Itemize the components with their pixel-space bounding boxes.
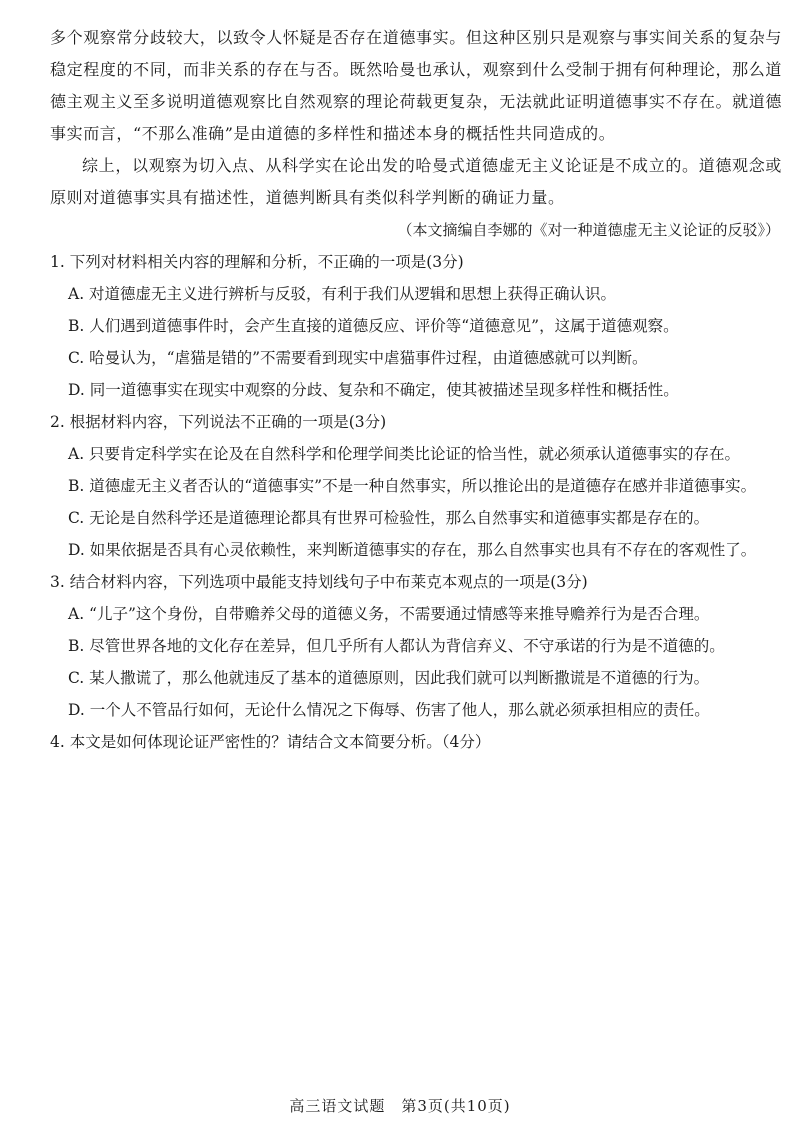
option-d: D. 同一道德事实在现实中观察的分歧、复杂和不确定，使其被描述呈现多样性和概括性。 — [68, 381, 679, 399]
option-b: B. 人们遇到道德事件时，会产生直接的道德反应、评价等“道德意见”，这属于道德观察。 — [68, 317, 679, 335]
option-c: C. 无论是自然科学还是道德理论都具有世界可检验性，那么自然事实和道德事实都是存在的。 — [68, 509, 710, 527]
question-stem: 3. 结合材料内容，下列选项中最能支持划线句子中布莱克本观点的一项是(3分) — [50, 573, 588, 591]
passage-citation: （本文摘编自李娜的《对一种道德虚无主义论证的反驳》） — [397, 221, 780, 239]
option-c: C. 哈曼认为，“虐猫是错的”不需要看到现实中虐猫事件过程，由道德感就可以判断。 — [68, 349, 648, 367]
question-stem: 2. 根据材料内容，下列说法不正确的一项是(3分) — [50, 413, 387, 431]
question-stem: 1. 下列对材料相关内容的理解和分析，不正确的一项是(3分) — [50, 253, 464, 271]
question-2 — [50, 406, 782, 566]
passage-paragraph-1: 多个观察常分歧较大，以致令人怀疑是否存在道德事实。但这种区别只是观察与事实间关系的复杂与稳定程度的不同，而非关系的存在与否。既然哈曼也承认，观察到什么受制于拥有何种理论，那么道德主观主义至多说明道德观察比自然观察的理论荷载更复杂，无法就此证明道德事实不存在。就道德事实而言，“不那么准确”是由道德的多样性和描述本身的概括性共同造成的。 — [50, 28, 782, 143]
page-footer: 高三语文试题 第3页(共10页) — [289, 1097, 511, 1115]
passage-paragraph-2: 综上，以观察为切入点、从科学实在论出发的哈曼式道德虚无主义论证是不成立的。道德观念或原则对道德事实具有描述性，道德判断具有类似科学判断的确证力量。 — [50, 156, 782, 207]
option-a: A. 只要肯定科学实在论及在自然科学和伦理学间类比论证的恰当性，就必须承认道德事实的存在。 — [68, 445, 741, 463]
option-b: B. 道德虚无主义者否认的“道德事实”不是一种自然事实，所以推论出的是道德存在感并非道德事实。 — [68, 477, 757, 495]
question-3 — [50, 566, 782, 726]
option-d: D. 如果依据是否具有心灵依赖性，来判断道德事实的存在，那么自然事实也具有不存在的客观性了。 — [68, 541, 757, 559]
option-a: A. “儿子”这个身份，自带赡养父母的道德义务，不需要通过情感等来推导赡养行为是否合理。 — [68, 605, 710, 623]
question-1 — [50, 246, 782, 406]
question-4 — [50, 726, 782, 758]
option-b: B. 尽管世界各地的文化存在差异，但几乎所有人都认为背信弃义、不守承诺的行为是不道德的。 — [68, 637, 725, 655]
question-stem: 4. 本文是如何体现论证严密性的？请结合文本简要分析。（4分） — [50, 733, 491, 751]
option-d: D. 一个人不管品行如何，无论什么情况之下侮辱、伤害了他人，那么就必须承担相应的责任。 — [68, 701, 710, 719]
option-a: A. 对道德虚无主义进行辨析与反驳，有利于我们从逻辑和思想上获得正确认识。 — [68, 285, 617, 303]
option-c: C. 某人撒谎了，那么他就违反了基本的道德原则，因此我们就可以判断撒谎是不道德的行为。 — [68, 669, 710, 687]
